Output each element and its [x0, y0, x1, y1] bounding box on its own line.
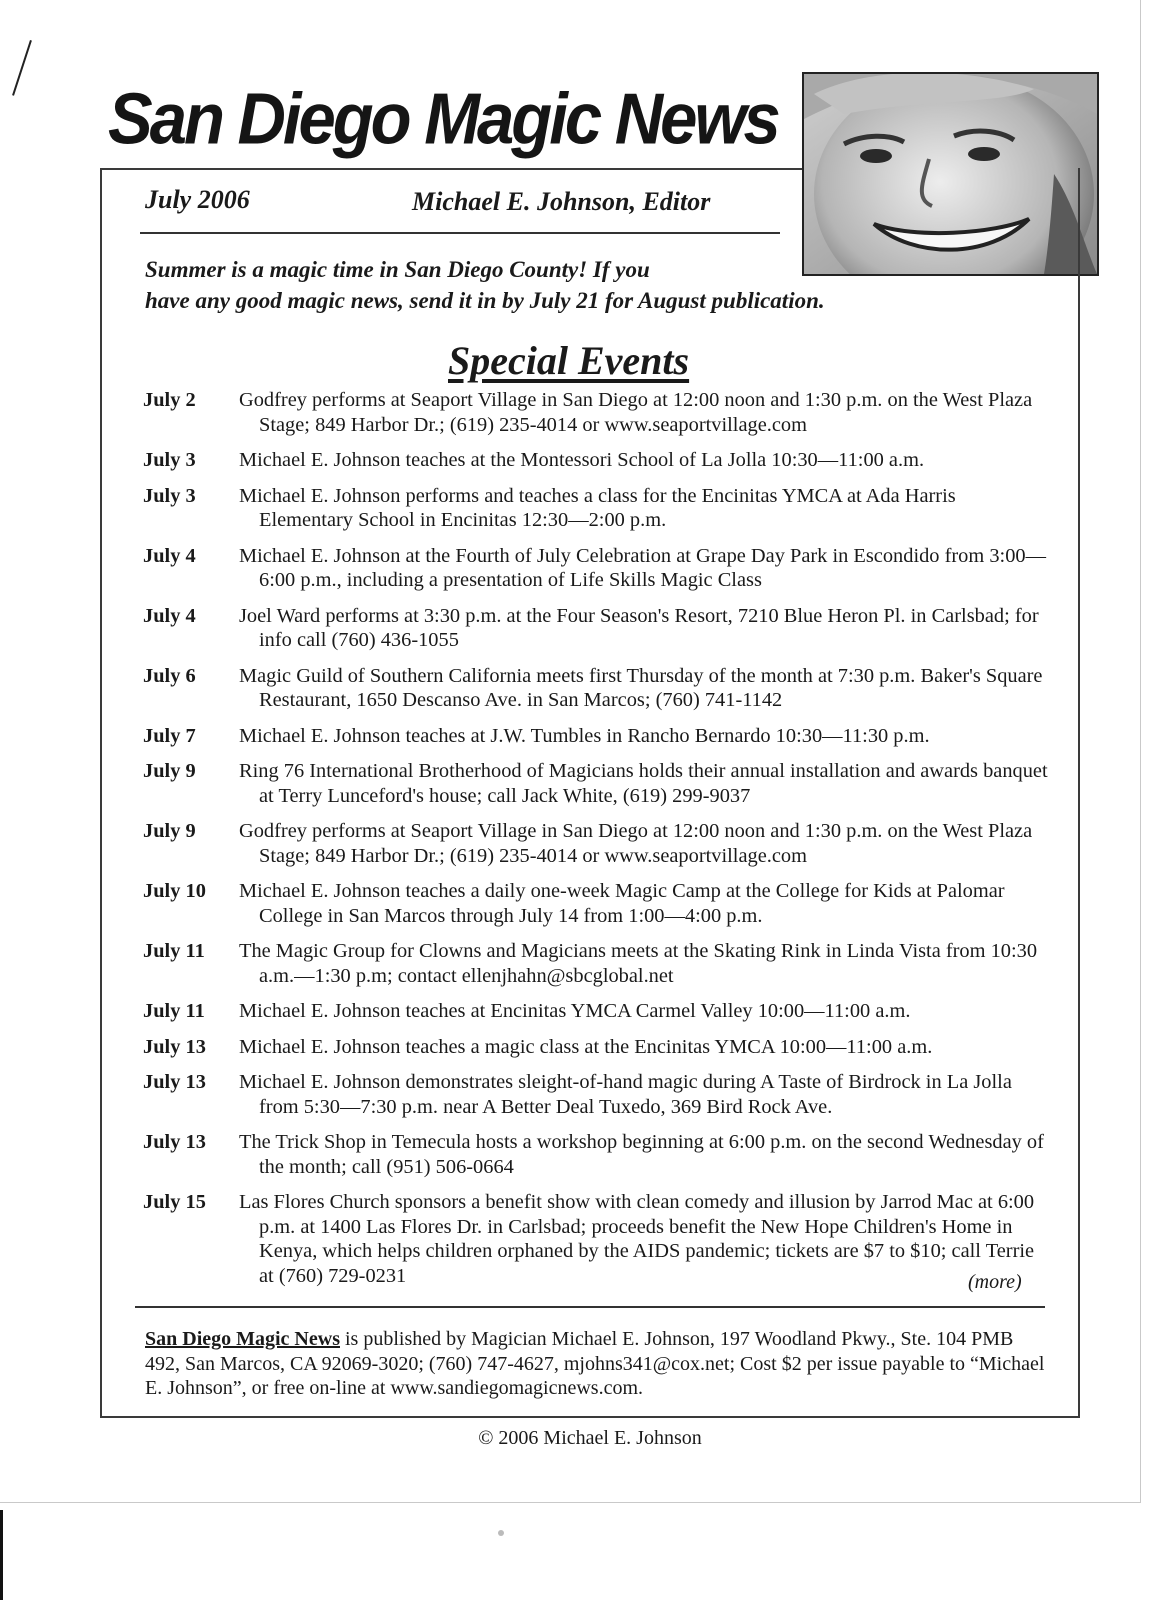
event-date: July 2: [143, 389, 196, 411]
event-date: July 6: [143, 664, 196, 687]
event-date: July 9: [143, 760, 196, 782]
publication-name: San Diego Magic News: [145, 1328, 340, 1350]
scan-dust-dot: [498, 1530, 504, 1536]
copyright: © 2006 Michael E. Johnson: [478, 1427, 702, 1449]
more-label: (more): [968, 1271, 1022, 1293]
event-item: [143, 999, 1053, 1024]
event-list: [143, 388, 1053, 1299]
event-date: July 9: [143, 820, 196, 842]
event-description: Godfrey performs at Seaport Village in San Diego at 12:00 noon and 1:30 p.m. on the West Plaza Stage; 849 Harbor Dr.; (619) 235-4014 or www.seaportvillage.com: [239, 820, 1033, 867]
event-item: [143, 819, 1053, 868]
event-item: [143, 388, 1053, 437]
event-description: Michael E. Johnson teaches a daily one-week Magic Camp at the College for Kids at Palomar College in San Marcos through July 14 from 1:00—4:00 p.m.: [239, 880, 1005, 927]
intro-line: Summer is a magic time in San Diego County! If you: [145, 257, 650, 282]
event-date: July 4: [143, 544, 196, 567]
event-date: July 13: [143, 1131, 206, 1153]
footer-rule: [135, 1306, 1045, 1308]
event-item: [143, 448, 1053, 473]
editor-credit: Michael E. Johnson, Editor: [412, 187, 711, 216]
event-description: Michael E. Johnson performs and teaches a class for the Encinitas YMCA at Ada Harris Elementary School in Encinitas 12:30—2:00 p.m.: [239, 484, 956, 531]
event-item: [143, 724, 1053, 749]
section-title: Special Events: [448, 338, 690, 383]
frame-top-rule: [100, 168, 802, 170]
event-description: Michael E. Johnson teaches at J.W. Tumbles in Rancho Bernardo 10:30—11:30 p.m.: [239, 724, 930, 747]
event-date: July 4: [143, 604, 196, 627]
event-item: [143, 1190, 1053, 1288]
intro-text: [145, 254, 1005, 316]
event-date: July 13: [143, 1035, 206, 1058]
event-description: Magic Guild of Southern California meets first Thursday of the month at 7:30 p.m. Baker's Square Restaurant, 1650 Descanso Ave. in San Marcos; (760) 741-1142: [239, 664, 1043, 711]
event-date: July 15: [143, 1191, 206, 1213]
event-description: Godfrey performs at Seaport Village in San Diego at 12:00 noon and 1:30 p.m. on the West Plaza Stage; 849 Harbor Dr.; (619) 235-4014 or www.seaportvillage.com: [239, 389, 1033, 436]
event-date: July 10: [143, 880, 206, 902]
event-description: Joel Ward performs at 3:30 p.m. at the Four Season's Resort, 7210 Blue Heron Pl. in Carlsbad; for info call (760) 436-1055: [239, 604, 1039, 651]
event-item: [143, 604, 1053, 653]
event-description: Michael E. Johnson demonstrates sleight-of-hand magic during A Taste of Birdrock in La Jolla from 5:30—7:30 p.m. near A Better Deal Tuxedo, 369 Bird Rock Ave.: [239, 1071, 1012, 1118]
event-date: July 3: [143, 449, 196, 471]
event-date: July 13: [143, 1071, 206, 1093]
event-item: [143, 664, 1053, 713]
event-description: Michael E. Johnson at the Fourth of July Celebration at Grape Day Park in Escondido from 3:00—6:00 p.m., including a presentation of Life Skills Magic Class: [239, 544, 1046, 591]
event-description: The Magic Group for Clowns and Magicians meets at the Skating Rink in Linda Vista from 10:30 a.m.—1:30 p.m; contact ellenjhahn@sbcglobal.net: [239, 940, 1038, 987]
masthead-title: San Diego Magic News: [108, 78, 778, 160]
intro-line: have any good magic news, send it in by July 21 for August publication.: [145, 288, 825, 313]
event-description: Las Flores Church sponsors a benefit show with clean comedy and illusion by Jarrod Mac at 6:00 p.m. at 1400 Las Flores Dr. in Carlsbad; proceeds benefit the New Hope Children's Home in Kenya, which helps children orphaned by the AIDS pandemic; tickets are $7 to $10; call Terrie at (760) 729-0231: [239, 1191, 1035, 1287]
event-item: [143, 1035, 1053, 1060]
event-description: Michael E. Johnson teaches at the Montessori School of La Jolla 10:30—11:00 a.m.: [239, 449, 925, 471]
event-description: Ring 76 International Brotherhood of Magicians holds their annual installation and awards banquet at Terry Lunceford's house; call Jack White, (619) 299-9037: [239, 760, 1048, 807]
event-item: [143, 1070, 1053, 1119]
event-date: July 11: [143, 1000, 205, 1022]
header-rule: [140, 232, 780, 234]
event-item: [143, 759, 1053, 808]
event-item: [143, 879, 1053, 928]
scan-edge-mark: [0, 1510, 3, 1600]
event-item: [143, 939, 1053, 988]
issue-date: July 2006: [145, 185, 250, 214]
event-description: The Trick Shop in Temecula hosts a workshop beginning at 6:00 p.m. on the second Wednesday of the month; call (951) 506-0664: [239, 1131, 1044, 1178]
publication-details: is published by Magician Michael E. Johnson, 197 Woodland Pkwy., Ste. 104 PMB 492, San Marcos, CA 92069-3020; (760) 747-4627, mjohns341@cox.net; Cost $2 per issue payable to “Michael E. Johnson”, or free on-line at www.sandiegomagicnews.com.: [145, 1328, 1045, 1399]
event-item: [143, 544, 1053, 593]
event-item: [143, 1130, 1053, 1179]
event-date: July 7: [143, 724, 196, 747]
event-date: July 11: [143, 940, 205, 962]
event-description: Michael E. Johnson teaches at Encinitas YMCA Carmel Valley 10:00—11:00 a.m.: [239, 1000, 911, 1022]
event-date: July 3: [143, 484, 196, 507]
event-item: [143, 484, 1053, 533]
publication-info: [145, 1327, 1045, 1401]
event-description: Michael E. Johnson teaches a magic class at the Encinitas YMCA 10:00—11:00 a.m.: [239, 1035, 933, 1058]
